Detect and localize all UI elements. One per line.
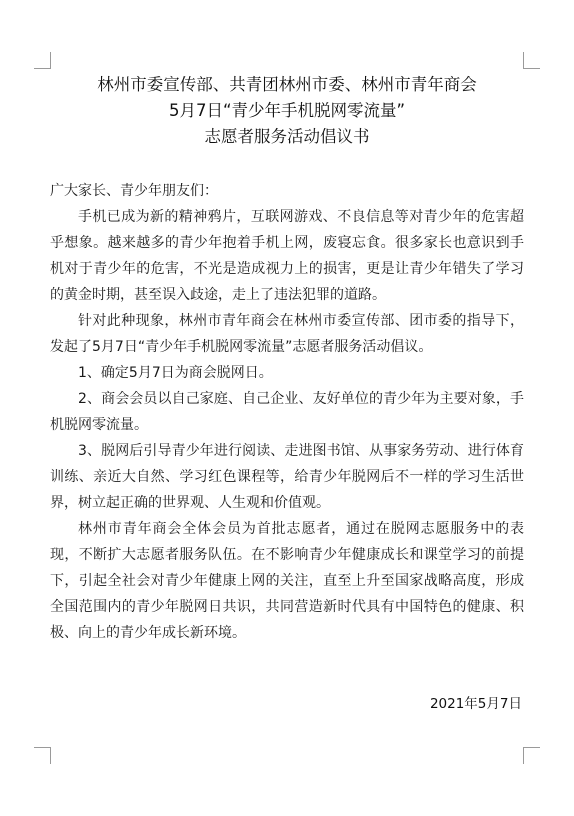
crop-mark-bottom-right: [523, 747, 540, 764]
document-title: [0, 72, 574, 150]
paragraph-initiative: 针对此种现象，林州市青年商会在林州市委宣传部、团市委的指导下，发起了5月7日“青少年手机脱网零流量”志愿者服务活动倡议。: [50, 313, 524, 355]
paragraph-intro: 手机已成为新的精神鸦片，互联网游戏、不良信息等对青少年的危害超乎想象。越来越多的青少年抱着手机上网，废寝忘食。很多家长也意识到手机对于青少年的危害，不光是造成视力上的损害，更是让青少年错失了学习的黄金时期，甚至误入歧途，走上了违法犯罪的道路。: [50, 209, 524, 303]
crop-mark-top-left: [34, 52, 51, 69]
title-event: 5月7日“青少年手机脱网零流量”: [168, 101, 406, 120]
item-2: 2、商会会员以自己家庭、自己企业、友好单位的青少年为主要对象，手机脱网零流量。: [50, 391, 524, 433]
crop-mark-top-right: [523, 52, 540, 69]
salutation: 广大家长、青少年朋友们：: [50, 183, 218, 199]
paragraph-volunteers: 林州市青年商会全体会员为首批志愿者，通过在脱网志愿服务中的表现，不断扩大志愿者服务队伍。在不影响青少年健康成长和课堂学习的前提下，引起全社会对青少年健康上网的关注，直至上升至国家战略高度，形成全国范围内的青少年脱网日共识，共同营造新时代具有中国特色的健康、积极、向上的青少年成长新环境。: [50, 521, 524, 641]
document-date: 2021年5月7日: [429, 696, 522, 712]
item-1: 1、确定5月7日为商会脱网日。: [78, 365, 273, 381]
title-subject: 志愿者服务活动倡议书: [204, 127, 370, 146]
item-3: 3、脱网后引导青少年进行阅读、走进图书馆、从事家务劳动、进行体育训练、亲近大自然、学习红色课程等，给青少年脱网后不一样的学习生活世界，树立起正确的世界观、人生观和价值观。: [50, 443, 524, 511]
crop-mark-bottom-left: [34, 747, 51, 764]
document-body: [50, 178, 524, 646]
title-organizations: 林州市委宣传部、共青团林州市委、林州市青年商会: [97, 75, 477, 94]
